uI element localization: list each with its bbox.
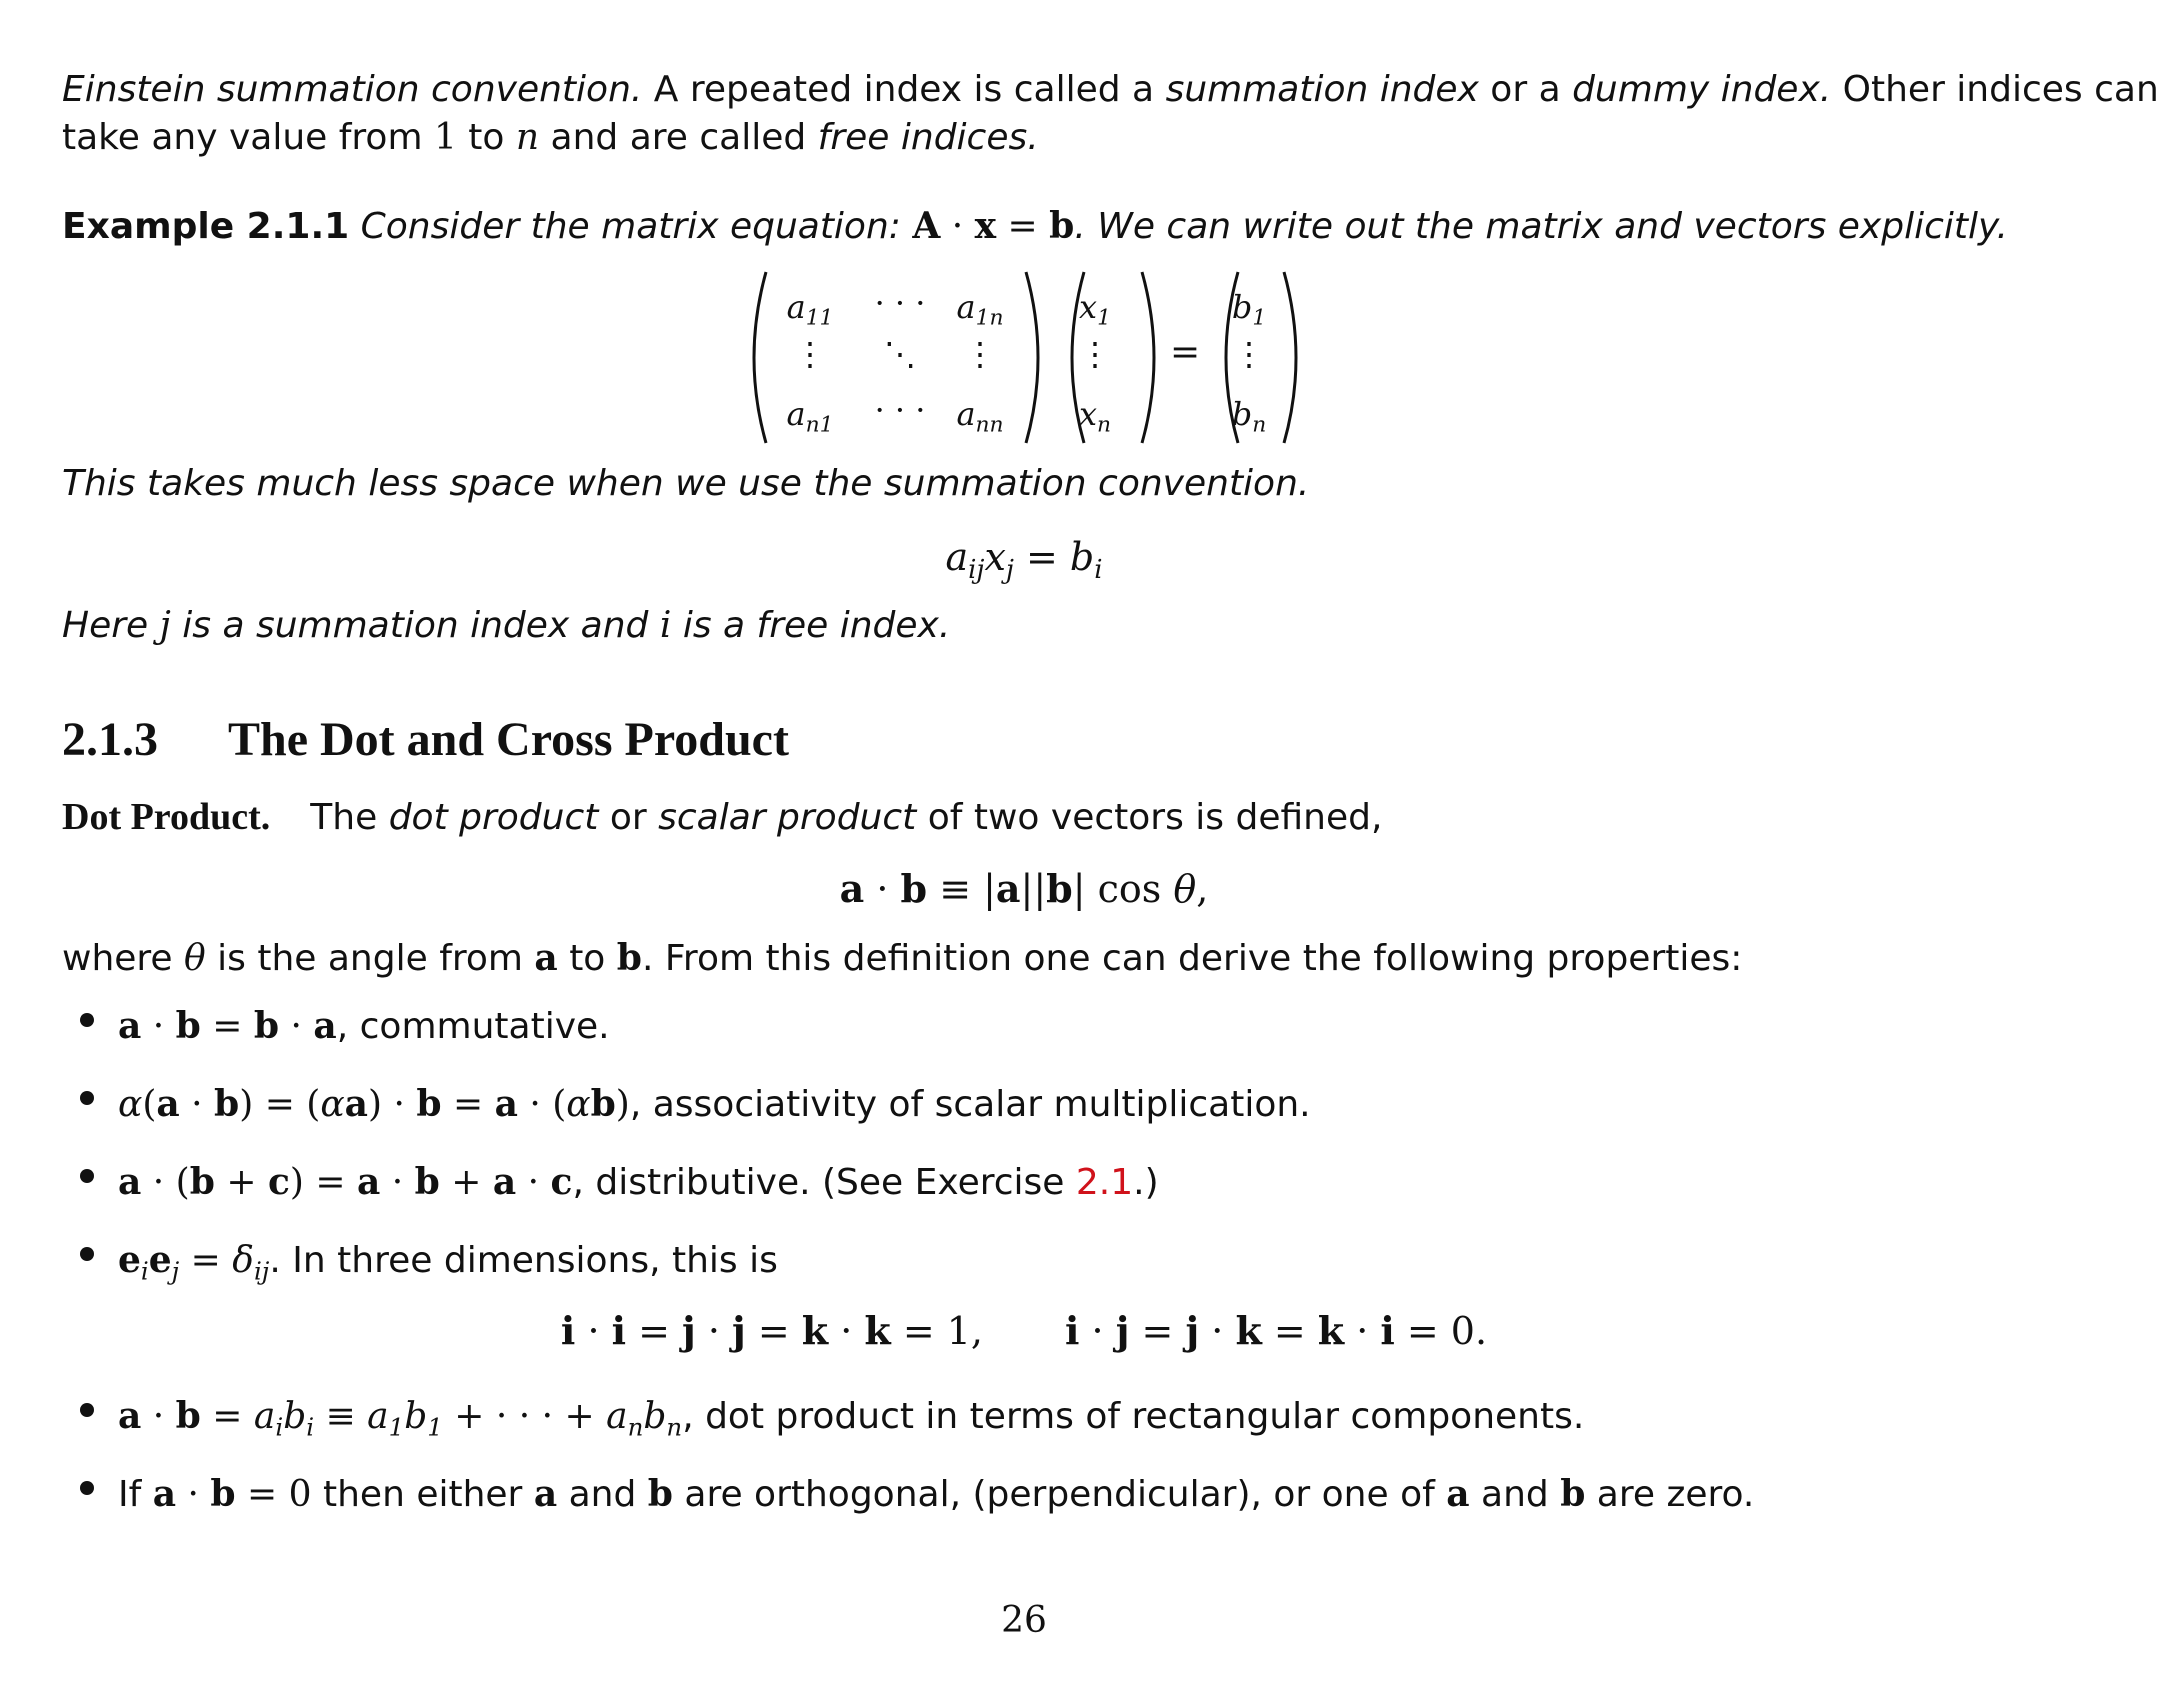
math-j: j <box>159 605 171 646</box>
here-text: is a free index. <box>671 605 951 646</box>
math-vector-b: b <box>647 1473 673 1515</box>
property-text: .) <box>1133 1162 1159 1203</box>
intro-term-summation-index: summation index <box>1165 69 1479 110</box>
here-sentence <box>62 605 951 646</box>
property-text: then either <box>311 1474 534 1515</box>
math-vector-x: x <box>974 205 997 247</box>
vector-b1: $b_1$ <box>1231 288 1267 331</box>
property-commutative: a · b = b · a, commutative. <box>118 1008 610 1045</box>
math-matrix-A: A <box>912 205 941 247</box>
math-vector-b: b <box>1560 1473 1586 1515</box>
where-text: . From this definition one can derive the following properties: <box>641 938 1743 979</box>
example-label: Example 2.1.1 <box>62 206 350 247</box>
term-scalar-product: scalar product <box>658 797 917 838</box>
vector-x1: $x_1$ <box>1079 288 1111 331</box>
exercise-link[interactable]: 2.1 <box>1075 1162 1134 1203</box>
right-paren-icon <box>1138 270 1168 445</box>
math-vector-b: b <box>1049 205 1075 247</box>
math-i: i <box>659 605 672 646</box>
where-sentence <box>62 937 1743 979</box>
property-text: and <box>557 1474 648 1515</box>
math-equals: = <box>996 206 1050 247</box>
matrix-vdots: ⋮ <box>794 335 826 373</box>
property-text: are orthogonal, (perpendicular), or one of <box>672 1474 1447 1515</box>
math-one: 1 <box>433 117 457 158</box>
page-number: 26 <box>1001 1600 1047 1641</box>
intro-term-dummy-index: dummy index. <box>1572 69 1832 110</box>
property-text: are zero. <box>1585 1474 1755 1515</box>
property-distributive: a · (b + c) = a · b + a · c, distributive. (See Exercise 2.1.) <box>118 1164 1159 1201</box>
math-theta: θ <box>184 938 206 979</box>
property-associativity: α(a · b) = (αa) · b = a · (αb), associativity of scalar multiplication. <box>118 1086 1311 1123</box>
matrix-cell-an1: $a_{n1}$ <box>786 395 834 438</box>
property-text: If <box>118 1474 153 1515</box>
bullet-icon <box>80 1169 94 1183</box>
bullet-icon <box>80 1091 94 1105</box>
section-number: 2.1.3 <box>62 713 158 766</box>
property-text: , dot product in terms of rectangular components. <box>682 1396 1585 1437</box>
def-text: The <box>310 797 389 838</box>
bullet-icon <box>80 1481 94 1495</box>
intro-text: take any value from <box>62 117 434 158</box>
vector-xn: $x_n$ <box>1078 395 1112 438</box>
less-space-sentence: This takes much less space when we use the summation convention. <box>62 463 1310 504</box>
dot-product-definition <box>62 798 1382 836</box>
property-components: $a \cdot b = a_ib_i \equiv a_1b_1$ + · · · + $a_nb_n$, dot product in terms of rectangular components. <box>118 1398 1584 1435</box>
property-kronecker: $e_ie_j = \delta_{ij}$. In three dimensions, this is <box>118 1242 778 1279</box>
section-title: The Dot and Cross Product <box>228 713 789 766</box>
bullet-icon <box>80 1247 94 1261</box>
right-paren-icon <box>1022 270 1052 445</box>
def-text: of two vectors is defined, <box>916 797 1383 838</box>
property-orthogonal: If a · b = 0 then either a and b are orthogonal, (perpendicular), or one of a and b are zero. <box>118 1476 1754 1513</box>
property-text: , associativity of scalar multiplication. <box>629 1084 1311 1125</box>
def-text: or <box>598 797 659 838</box>
matrix-equals: = <box>1170 332 1201 373</box>
where-text: is the angle from <box>205 938 535 979</box>
math-vector-a: a <box>534 937 558 979</box>
where-text: to <box>557 938 617 979</box>
matrix-cell-a11: $a_{11}$ <box>786 288 834 331</box>
vector-bn: $b_n$ <box>1231 395 1267 438</box>
here-text: Here <box>62 605 160 646</box>
intro-term-einstein: Einstein summation convention. <box>62 69 643 110</box>
right-paren-icon <box>1280 270 1310 445</box>
example-line <box>62 205 2008 247</box>
property-text: and <box>1469 1474 1561 1515</box>
intro-line-2 <box>62 117 1039 158</box>
matrix-equation <box>740 270 1310 445</box>
property-text: , distributive. (See Exercise <box>572 1162 1076 1203</box>
math-vector-a: a <box>533 1473 558 1515</box>
bullet-icon <box>80 1013 94 1027</box>
matrix-cell-ann: $a_{nn}$ <box>956 395 1004 438</box>
math-vector-a: a <box>1446 1473 1470 1515</box>
intro-text: to <box>456 117 516 158</box>
intro-term-free-indices: free indices. <box>817 117 1039 158</box>
math-vector-b: b <box>616 937 642 979</box>
vector-vdots: ⋮ <box>1233 335 1265 373</box>
intro-text: or a <box>1478 69 1573 110</box>
intro-line-1 <box>62 69 2159 110</box>
property-text: . In three dimensions, this is <box>269 1240 778 1281</box>
term-dot-product: dot product <box>388 797 599 838</box>
matrix-cdots: · · · <box>874 391 926 429</box>
section-heading <box>62 712 789 767</box>
intro-text: Other indices can <box>1831 69 2159 110</box>
unit-vector-identities: i · i = j · j = k · k = 1, i · j = j · k = k · i = 0. <box>560 1308 1488 1353</box>
intro-text: and are called <box>539 117 818 158</box>
vector-vdots: ⋮ <box>1079 335 1111 373</box>
summation-equation: $a_{ij}x_j = b_i$ <box>945 535 1103 585</box>
math-n: n <box>515 117 540 158</box>
matrix-ddots: ⋱ <box>884 335 916 373</box>
matrix-cell-a1n: $a_{1n}$ <box>956 288 1004 331</box>
matrix-vdots: ⋮ <box>964 335 996 373</box>
example-text: . We can write out the matrix and vectors explicitly. <box>1074 206 2008 247</box>
property-text: , commutative. <box>336 1006 610 1047</box>
where-text: where <box>62 938 185 979</box>
matrix-cdots: · · · <box>874 284 926 322</box>
example-text: Consider the matrix equation: <box>360 206 913 247</box>
intro-text: A repeated index is called a <box>642 69 1166 110</box>
bullet-icon <box>80 1403 94 1417</box>
math-dot: · <box>940 206 975 247</box>
dot-product-formula: a · b ≡ |a||b| cos θ, <box>839 866 1209 911</box>
runin-heading: Dot Product. <box>62 796 271 838</box>
here-text: is a summation index and <box>170 605 660 646</box>
